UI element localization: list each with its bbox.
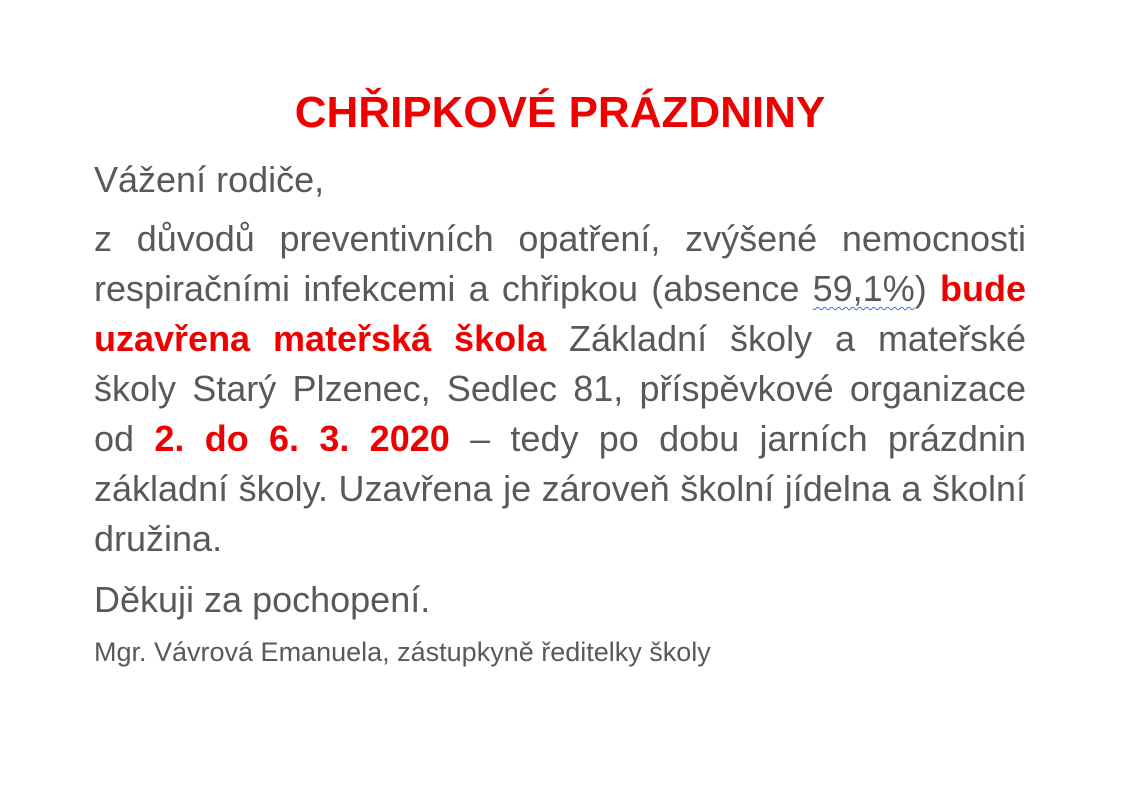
closure-highlight: bude uzavřena mateřská škola [94, 268, 1026, 359]
announcement-paragraph [94, 214, 1026, 564]
paragraph-text-2: ) [914, 268, 940, 309]
paragraph-text-1: z důvodů preventivních opatření, zvýšené nemocnosti respiračními infekcemi a chřipkou (absence [94, 218, 1026, 309]
greeting-line: Vážení rodiče, [94, 159, 325, 200]
signature-line: Mgr. Vávrová Emanuela, zástupkyně ředitelky školy [94, 637, 711, 667]
paragraph-text-4: – tedy po dobu jarních prázdnin základní školy. Uzavřena je zároveň školní jídelna a školní družina. [94, 418, 1026, 559]
date-range-highlight: 2. do 6. 3. 2020 [154, 418, 450, 459]
document-title: CHŘIPKOVÉ PRÁZDNINY [294, 88, 826, 137]
absence-value: 59,1% [812, 268, 915, 309]
paragraph-text-3: Základní školy a mateřské školy Starý Plzenec, Sedlec 81, příspěvkové organizace od [94, 318, 1026, 459]
thanks-line: Děkuji za pochopení. [94, 579, 431, 620]
